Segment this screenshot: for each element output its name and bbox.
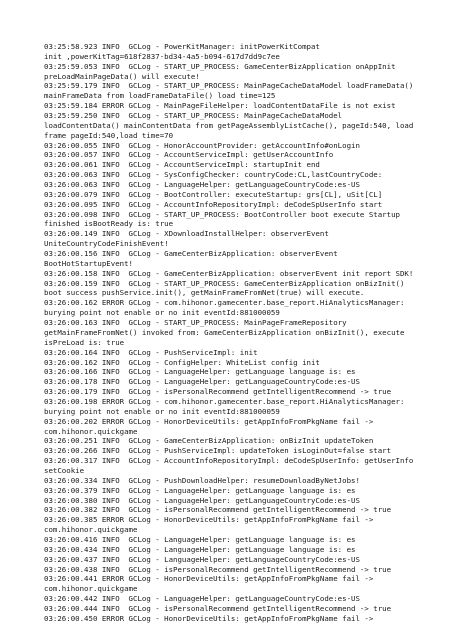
log-line: 03:26:00.179 INFO GCLog - isPersonalRecommend getIntelligentRecommend -> true: [44, 387, 392, 397]
log-line: 03:26:00.444 INFO GCLog - isPersonalRecommend getIntelligentRecommend -> true: [44, 603, 392, 613]
log-line: 03:26:00.266 INFO GCLog - PushServiceImpl: updateToken isLoginOut=false start: [44, 446, 392, 456]
log-line: setCookie: [44, 465, 85, 475]
log-line: 03:26:00.095 INFO GCLog - AccountInfoRepositoryImpl: deCodeSpUserInfo start: [44, 199, 383, 209]
log-line: 03:26:00.198 ERROR GCLog - com.hihonor.gamecenter.base_report.HiAnalyticsManager:: [44, 396, 405, 406]
log-text-block: [44, 42, 444, 624]
log-line: 03:26:00.158 INFO GCLog - GameCenterBizApplication: observerEvent init report SDK!: [44, 268, 414, 278]
log-line: 03:26:00.251 INFO GCLog - GameCenterBizApplication: onBizInit updateToken: [44, 436, 374, 446]
log-line: getMainFrameFromNet() invoked from: GameCenterBizApplication onBizInit(), execute: [44, 327, 405, 337]
log-line: boot success pushService.init(), getMainFrameFromNet(true) will execute.: [44, 288, 365, 298]
log-line: frame pageId:540,load time=70: [44, 130, 174, 140]
log-line: 03:26:00.149 INFO GCLog - XDownloadInstallHelper: observerEvent: [44, 229, 329, 239]
log-line: com.hihonor.quickgame: [44, 584, 138, 594]
log-line: 03:26:00.156 INFO GCLog - GameCenterBizApplication: observerEvent: [44, 249, 338, 259]
log-line: 03:26:00.442 INFO GCLog - LanguageHelper: getLanguageCountryCode:es-US: [44, 594, 360, 604]
log-line: finished isBootReady is: true: [44, 219, 174, 229]
log-line: 03:26:00.164 INFO GCLog - PushServiceImpl: init: [44, 347, 258, 357]
log-line: 03:26:00.098 INFO GCLog - START_UP_PROCESS: BootController boot execute Startup: [44, 209, 400, 219]
log-line: com.hihonor.quickgame: [44, 525, 138, 535]
log-line: BootHotStartupEvent!: [44, 258, 133, 268]
log-line: 03:26:00.159 INFO GCLog - START_UP_PROCESS: GameCenterBizApplication onBizInit(): [44, 278, 405, 288]
log-line: 03:26:00.178 INFO GCLog - LanguageHelper: getLanguageCountryCode:es-US: [44, 377, 360, 387]
log-line: 03:25:59.250 INFO GCLog - START_UP_PROCESS: MainPageCacheDataModel: [44, 111, 343, 121]
log-line: 03:26:00.379 INFO GCLog - LanguageHelper: getLanguage language is: es: [44, 485, 356, 495]
log-line: 03:26:00.061 INFO GCLog - AccountServiceImpl: startupInit end: [44, 160, 320, 170]
log-line: 03:26:00.438 INFO GCLog - isPersonalRecommend getIntelligentRecommend -> true: [44, 564, 392, 574]
log-line: 03:26:00.162 INFO GCLog - ConfigHelper: WhiteList config init: [44, 357, 320, 367]
log-line: 03:26:00.202 ERROR GCLog - HonorDeviceUtils: getAppInfoFromPkgName fail ->: [44, 416, 374, 426]
log-line: isPreLoad is: true: [44, 337, 125, 347]
log-line: 03:26:00.163 INFO GCLog - START_UP_PROCESS: MainPageFrameRepository: [44, 318, 347, 328]
log-line: 03:26:00.416 INFO GCLog - LanguageHelper: getLanguage language is: es: [44, 534, 356, 544]
log-line: 03:26:00.380 INFO GCLog - LanguageHelper: getLanguageCountryCode:es-US: [44, 495, 360, 505]
log-line: init ,powerKitTag=618f2837-bd34-4a5-b094-617d7dd9c7ee: [44, 51, 280, 61]
log-line: 03:26:00.441 ERROR GCLog - HonorDeviceUtils: getAppInfoFromPkgName fail ->: [44, 574, 374, 584]
log-line: burying point not enable or no init eventId:881000059: [44, 308, 280, 318]
log-line: mainFrameData from loadFrameDataFile() load time=125: [44, 91, 276, 101]
log-line: 03:25:59.053 INFO GCLog - START_UP_PROCESS: GameCenterBizApplication onAppInit: [44, 61, 396, 71]
log-line: burying point not enable or no init eventId:881000059: [44, 406, 280, 416]
log-line: 03:26:00.079 INFO GCLog - BootController: executeStartup: grs[CL], uSit[CL]: [44, 189, 383, 199]
log-line: 03:25:58.923 INFO GCLog - PowerKitManager: initPowerKitCompat: [44, 42, 320, 51]
log-line: 03:25:59.184 ERROR GCLog - MainPageFileHelper: loadContentDataFile is not exist: [44, 101, 396, 111]
log-line: 03:26:00.055 INFO GCLog - HonorAccountProvider: getAccountInfo#onLogin: [44, 140, 360, 150]
log-line: 03:26:00.434 INFO GCLog - LanguageHelper: getLanguage language is: es: [44, 544, 356, 554]
log-line: 03:26:00.057 INFO GCLog - AccountServiceImpl: getUserAccountInfo: [44, 150, 334, 160]
log-line: 03:26:00.063 INFO GCLog - SysConfigChecker: countryCode:CL,lastCountryCode:: [44, 170, 383, 180]
log-line: 03:26:00.382 INFO GCLog - isPersonalRecommend getIntelligentRecommend -> true: [44, 505, 392, 515]
log-line: 03:26:00.334 INFO GCLog - PushDownloadHelper: resumeDownloadByNetJobs!: [44, 475, 360, 485]
log-line: 03:26:00.166 INFO GCLog - LanguageHelper: getLanguage language is: es: [44, 367, 356, 377]
log-line: loadContentData() mainContentData from getPageAssemblyListCache(), pageId:540, load: [44, 120, 414, 130]
log-line: UniteCountryCodeFinishEvent!: [44, 239, 169, 249]
log-line: 03:26:00.437 INFO GCLog - LanguageHelper: getLanguageCountryCode:es-US: [44, 554, 360, 564]
log-line: 03:26:00.162 ERROR GCLog - com.hihonor.gamecenter.base_report.HiAnalyticsManager:: [44, 298, 405, 308]
log-line: preLoadMainPageData() will execute!: [44, 71, 200, 81]
log-line: 03:26:00.450 ERROR GCLog - HonorDeviceUtils: getAppInfoFromPkgName fail ->: [44, 613, 374, 623]
log-line: 03:26:00.385 ERROR GCLog - HonorDeviceUtils: getAppInfoFromPkgName fail ->: [44, 515, 374, 525]
log-line: 03:26:00.063 INFO GCLog - LanguageHelper: getLanguageCountryCode:es-US: [44, 180, 360, 190]
log-line: com.hihonor.quickgame: [44, 426, 138, 436]
log-line: 03:25:59.179 INFO GCLog - START_UP_PROCESS: MainPageCacheDataModel loadFrameData(): [44, 81, 414, 91]
log-line: 03:26:00.317 INFO GCLog - AccountInfoRepositoryImpl: deCodeSpUserInfo: getUserInfo: [44, 456, 414, 466]
